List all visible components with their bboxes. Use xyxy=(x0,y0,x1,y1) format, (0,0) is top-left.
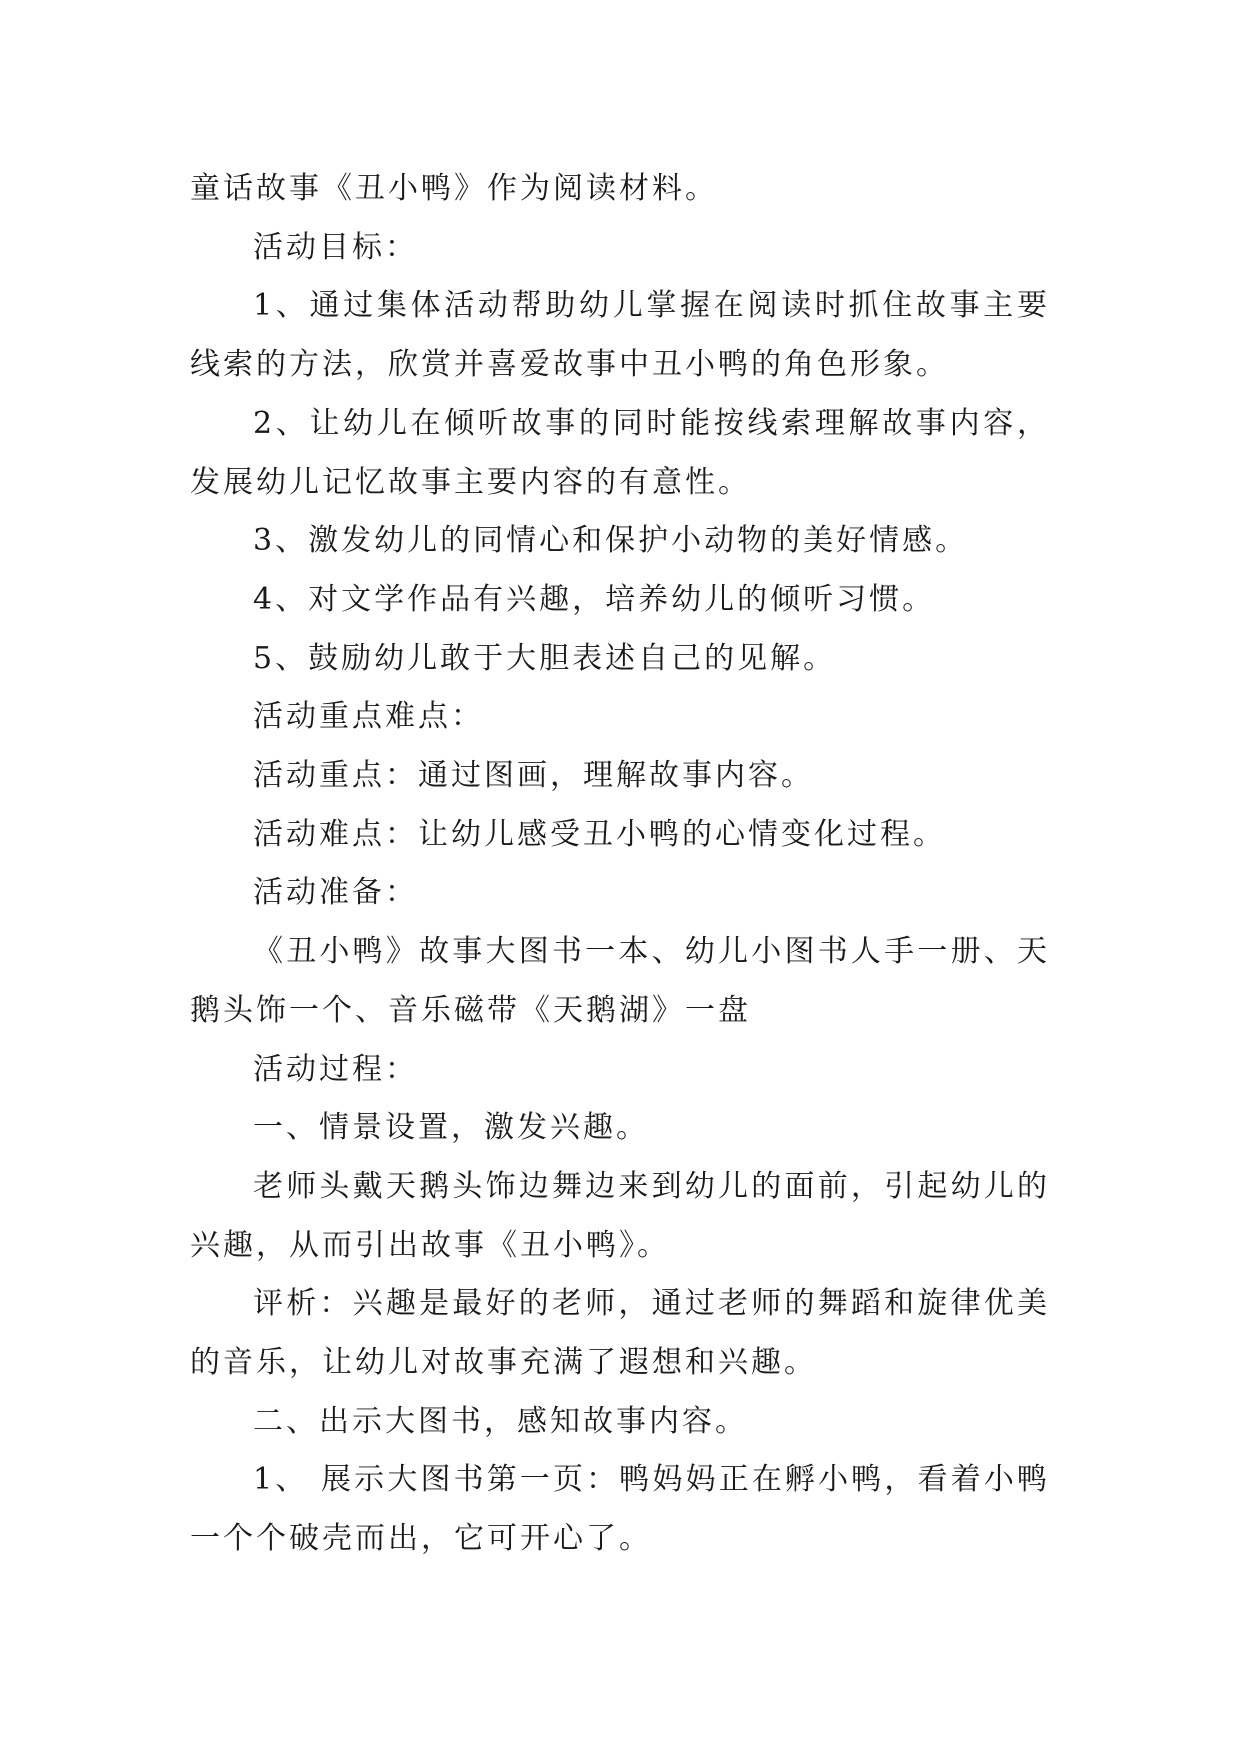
paragraph-big-book-page-1: 1、 展示大图书第一页：鸭妈妈正在孵小鸭，看着小鸭一个个破壳而出，它可开心了。 xyxy=(190,1462,1050,1557)
document-body xyxy=(190,160,1050,1569)
goal-item-4: 4、对文学作品有兴趣，培养幼儿的倾听习惯。 xyxy=(253,581,936,617)
heading-activity-goals: 活动目标： xyxy=(253,229,418,265)
goal-item-3: 3、激发幼儿的同情心和保护小动物的美好情感。 xyxy=(253,523,969,559)
heading-activity-preparation: 活动准备： xyxy=(253,875,418,911)
process-step-2-heading: 二、出示大图书，感知故事内容。 xyxy=(253,1403,748,1439)
goal-item-5: 5、鼓励幼儿敢于大胆表述自己的见解。 xyxy=(253,640,837,676)
goal-item-1: 1、通过集体活动帮助幼儿掌握在阅读时抓住故事主要线索的方法，欣赏并喜爱故事中丑小鸭的角色形象。 xyxy=(190,288,1050,383)
process-step-1-heading: 一、情景设置，激发兴趣。 xyxy=(253,1110,649,1146)
paragraph-preparation-materials: 《丑小鸭》故事大图书一本、幼儿小图书人手一册、天鹅头饰一个、音乐磁带《天鹅湖》一盘 xyxy=(190,934,1050,1028)
heading-activity-process: 活动过程： xyxy=(253,1051,418,1087)
paragraph-difficult-point: 活动难点：让幼儿感受丑小鸭的心情变化过程。 xyxy=(253,816,946,852)
paragraph-reading-material: 童话故事《丑小鸭》作为阅读材料。 xyxy=(190,171,718,206)
paragraph-key-point: 活动重点：通过图画，理解故事内容。 xyxy=(253,758,814,794)
goal-item-2: 2、让幼儿在倾听故事的同时能按线索理解故事内容，发展幼儿记忆故事主要内容的有意性。 xyxy=(190,405,1050,500)
paragraph-commentary: 评析：兴趣是最好的老师，通过老师的舞蹈和旋律优美的音乐，让幼儿对故事充满了遐想和兴趣。 xyxy=(190,1286,1050,1381)
heading-key-difficult-points: 活动重点难点： xyxy=(253,699,484,735)
paragraph-teacher-swan-dance: 老师头戴天鹅头饰边舞边来到幼儿的面前，引起幼儿的兴趣，从而引出故事《丑小鸭》。 xyxy=(190,1168,1050,1263)
